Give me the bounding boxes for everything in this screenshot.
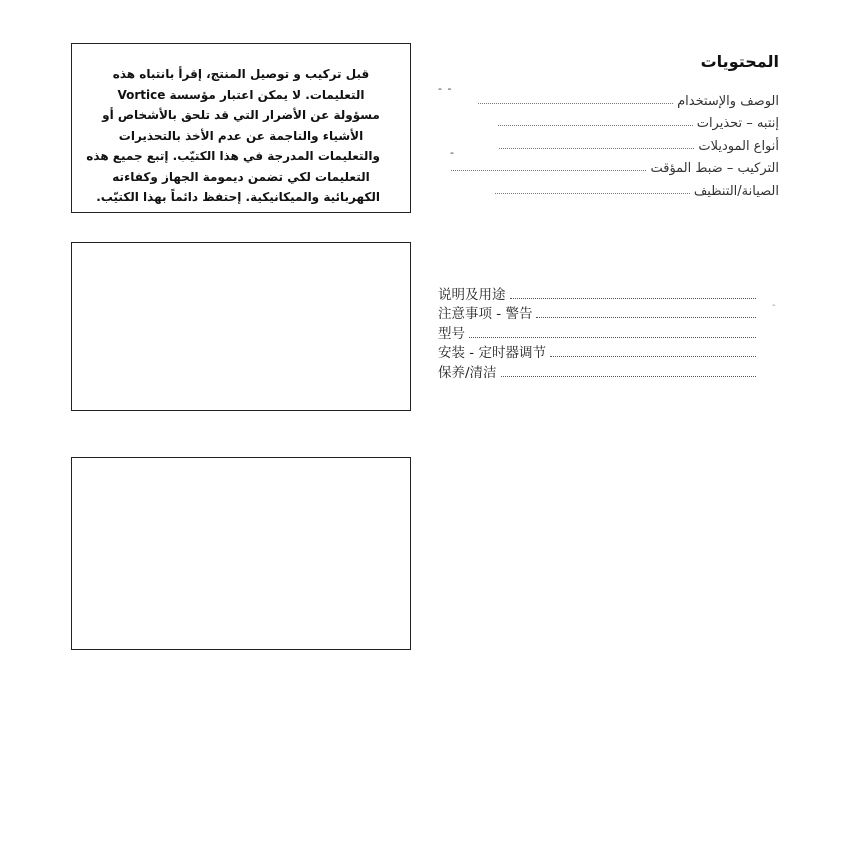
warning-line: التعليمات. لا يمكن اعتبار مؤسسة Vortice: [117, 87, 365, 102]
arabic-toc: [438, 82, 779, 199]
warning-line: والتعليمات المدرجة في هذا الكتيّب. إتبع جميع هذه: [86, 149, 380, 163]
dot-leader: [451, 170, 646, 171]
warning-line: قبل تركيب و توصيل المنتج، إقرأ بانتباه هذه: [112, 67, 370, 81]
dot-leader: [498, 125, 693, 126]
toc-entry-label: 保养/清洁: [438, 364, 497, 381]
margin-tick: -: [772, 300, 776, 311]
dot-leader: [499, 148, 694, 149]
dot-leader: [501, 376, 756, 377]
warning-line: الكهربائية والميكانيكية. إحتفظ دائماً بهذا الكتيّب.: [96, 190, 380, 204]
toc-entry[interactable]: [438, 283, 756, 303]
toc-entry-label: إنتبه – تحذيرات: [696, 116, 779, 131]
toc-entry-label: الوصف والإستخدام: [677, 93, 779, 109]
toc-entry-label: 安装 - 定时器调节: [438, 345, 546, 361]
dot-leader: [478, 103, 673, 104]
empty-box: [71, 457, 411, 650]
dot-leader: [550, 356, 756, 357]
toc-entry-label: 说明及用途: [438, 286, 506, 303]
toc-entry[interactable]: [438, 322, 756, 342]
dot-leader: [469, 337, 756, 338]
warning-text: [72, 64, 410, 208]
margin-mark: - -: [438, 82, 453, 95]
toc-entry-label: التركيب – ضبط المؤقت: [650, 161, 779, 176]
warning-box: [71, 43, 411, 213]
toc-entry-label: 注意事项 - 警告: [438, 306, 533, 322]
dot-leader: [510, 298, 757, 299]
toc-entry[interactable]: [438, 342, 756, 362]
warning-line: مسؤولة عن الأضرار التي قد تلحق بالأشخاص أو: [102, 108, 380, 122]
contents-title: المحتويات: [700, 52, 779, 71]
dot-leader: [495, 193, 690, 194]
toc-entry[interactable]: [438, 82, 779, 109]
margin-mark: -: [450, 145, 455, 159]
warning-line: التعليمات لكي تضمن ديمومة الجهاز وكفاءته: [112, 169, 370, 184]
toc-entry-label: الصيانة/التنظيف: [693, 183, 779, 199]
warning-line: الأشياء والناجمة عن عدم الأخذ بالتحذيرات: [118, 128, 364, 143]
toc-entry[interactable]: [438, 303, 756, 323]
empty-box: [71, 242, 411, 411]
toc-entry-label: 型号: [438, 325, 465, 342]
toc-entry[interactable]: [440, 131, 779, 154]
toc-entry[interactable]: [438, 361, 756, 381]
toc-entry-label: أنواع الموديلات: [698, 138, 779, 154]
chinese-toc: [438, 283, 756, 381]
toc-entry[interactable]: [440, 109, 779, 132]
dot-leader: [536, 317, 756, 318]
toc-entry[interactable]: [440, 176, 779, 199]
